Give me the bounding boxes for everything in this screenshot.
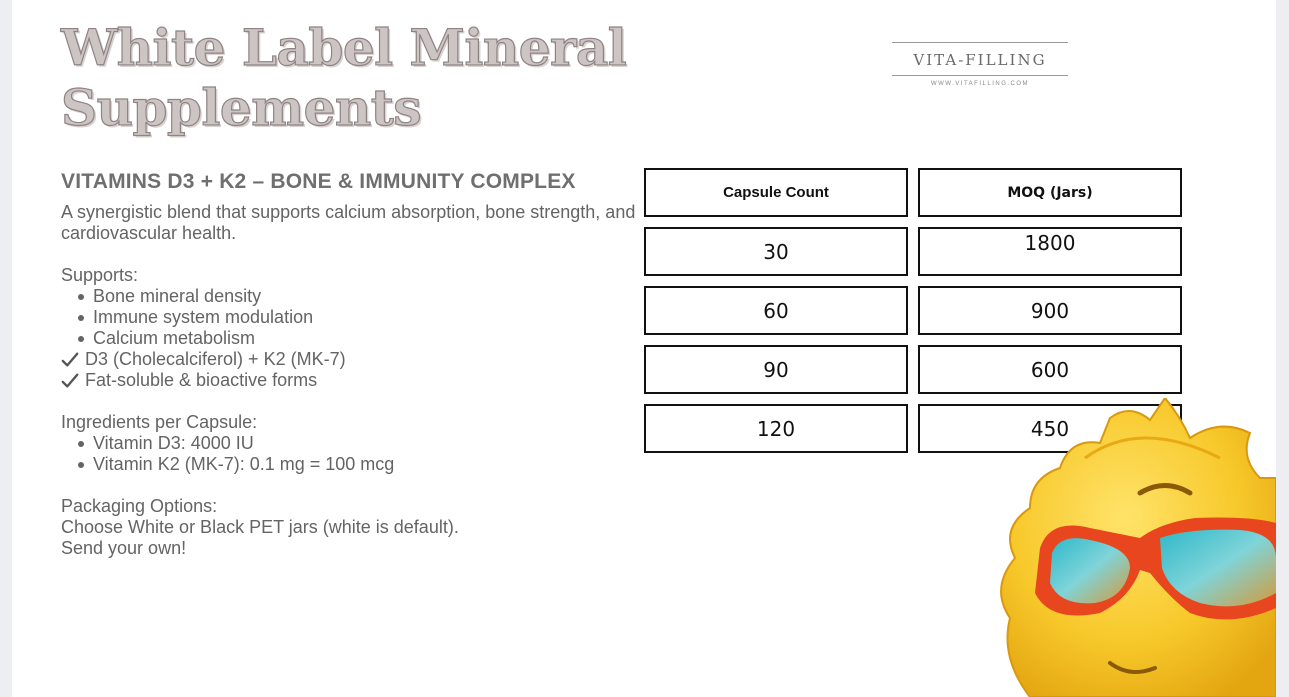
packaging-line-2: Send your own! [61, 538, 187, 558]
ingredients-list [61, 433, 661, 475]
table-header-capsule-count: Capsule Count [644, 168, 908, 217]
check-item [61, 349, 661, 370]
table-cell-capsules: 90 [644, 345, 908, 394]
check-item-label: D3 (Cholecalciferol) + K2 (MK-7) [85, 349, 346, 369]
title-line-1: White Label Mineral [61, 18, 627, 77]
supports-heading: Supports: [61, 265, 139, 285]
brand-url: WWW.VITAFILLING.COM [930, 81, 1030, 87]
ingredients-heading: Ingredients per Capsule: [61, 412, 258, 432]
sun-mascot-illustration [990, 398, 1276, 697]
brand-rule-bottom [892, 75, 1068, 76]
title-line-2: Supplements [61, 78, 422, 137]
table-cell-capsules: 30 [644, 227, 908, 276]
table-cell-moq: 450 [918, 404, 1182, 453]
product-description-text: A synergistic blend that supports calcium absorption, bone strength, and cardiovascular health. [61, 202, 636, 243]
list-item: Vitamin K2 (MK-7): 0.1 mg = 100 mcg [93, 454, 661, 475]
check-item-label: Fat-soluble & bioactive forms [85, 370, 318, 390]
product-description [61, 168, 661, 559]
brand-logo [892, 42, 1068, 87]
brand-name: VITA-FILLING [913, 51, 1047, 69]
list-item: Calcium metabolism [93, 328, 661, 349]
packaging-line-1: Choose White or Black PET jars (white is default). [61, 517, 459, 537]
list-item: Bone mineral density [93, 286, 661, 307]
table-cell-moq: 600 [918, 345, 1182, 394]
page-title [61, 18, 626, 138]
packaging-heading: Packaging Options: [61, 496, 218, 516]
list-item: Immune system modulation [93, 307, 661, 328]
table-cell-capsules: 120 [644, 404, 908, 453]
table-cell-capsules: 60 [644, 286, 908, 335]
table-cell-moq: 900 [918, 286, 1182, 335]
check-icon [61, 351, 79, 369]
table-cell-moq: 1800 [918, 227, 1182, 276]
check-icon [61, 372, 79, 390]
table-header-moq: MOQ (Jars) [918, 168, 1182, 217]
list-item: Vitamin D3: 4000 IU [93, 433, 661, 454]
product-subtitle: VITAMINS D3 + K2 – BONE & IMMUNITY COMPLEX [61, 170, 576, 193]
check-item [61, 370, 661, 391]
supports-list [61, 286, 661, 349]
